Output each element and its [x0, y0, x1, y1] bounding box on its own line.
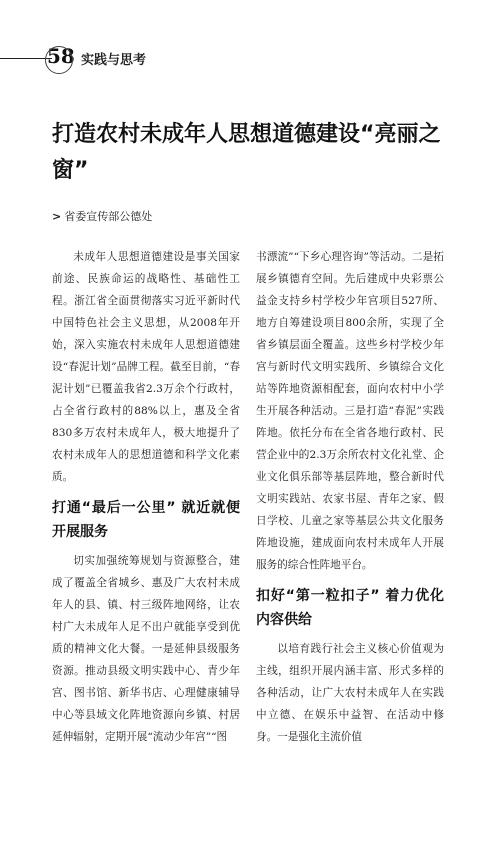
byline-text: 省委宣传部公德处: [64, 210, 153, 223]
page-number: [47, 44, 75, 68]
arrow-icon: >: [52, 210, 62, 223]
section-title: 实践与思考: [81, 53, 147, 68]
right-column: [256, 246, 444, 748]
page-number-text: 58: [47, 44, 75, 68]
left-column: [52, 246, 240, 748]
page-number-circle: [45, 46, 73, 74]
article-title: 打造农村未成年人思想道德建设“亮丽之窗”: [52, 122, 441, 183]
intro-paragraph: 未成年人思想道德建设是事关国家前途、民族命运的战略性、基础性工程。浙江省全面贯彻落实习近平新时代中国特色社会主义思想，从2008年开始，深入实施农村未成年人思想道德建设“春泥计划”品牌工程。截至目前，“春泥计划”已覆盖我省2.3万余个行政村，占全省行政村的88%以上，惠及全省830多万农村未成年人，极大地提升了农村未成年人的思想道德和科学文化素质。: [52, 251, 240, 483]
paragraph-2: 以培育践行社会主义核心价值观为主线，组织开展内涵丰富、形式多样的各种活动，让广大农村未成年人在实践中立德、在娱乐中益智、在活动中修身。一是强化主流价值: [256, 643, 444, 743]
paragraph-1-continued: 书漂流”“下乡心理咨询”等活动。二是拓展乡镇德育空间。先后建成中央彩票公益金支持乡村学校少年宫项目527所、地方自筹建设项目800余所，实现了全省乡镇层面全覆盖。这些乡村学校少年宫与新时代文明实践所、乡镇综合文化站等阵地资源相配套，面向农村中小学生开展各种活动。三是打造“春泥”实践阵地。依托分布在全省各地行政村、民营企业中的2.3万余所农村文化礼堂、企业文化俱乐部等基层阵地，整合新时代文明实践站、农家书屋、青年之家、假日学校、儿童之家等基层公共文化服务阵地设施，建成面向农村未成年人开展服务的综合性阵地平台。: [256, 251, 444, 571]
section-heading-1: 打通“最后一公里” 就近就便开展服务: [52, 500, 240, 540]
paragraph-1: 切实加强统筹规划与资源整合，建成了覆盖全省城乡、惠及广大农村未成年人的县、镇、村三级阵地网络，让农村广大未成年人足不出户就能享受到优质的精神文化大餐。一是延伸县级服务资源。推动县级文明实践中心、青少年宫、图书馆、新华书店、心理健康辅导中心等县域文化阵地资源向乡镇、村居延伸辐射，定期开展“流动少年宫”“图: [52, 555, 240, 743]
byline: [52, 208, 152, 224]
section-heading-2: 扣好“第一粒扣子” 着力优化内容供给: [256, 588, 444, 628]
